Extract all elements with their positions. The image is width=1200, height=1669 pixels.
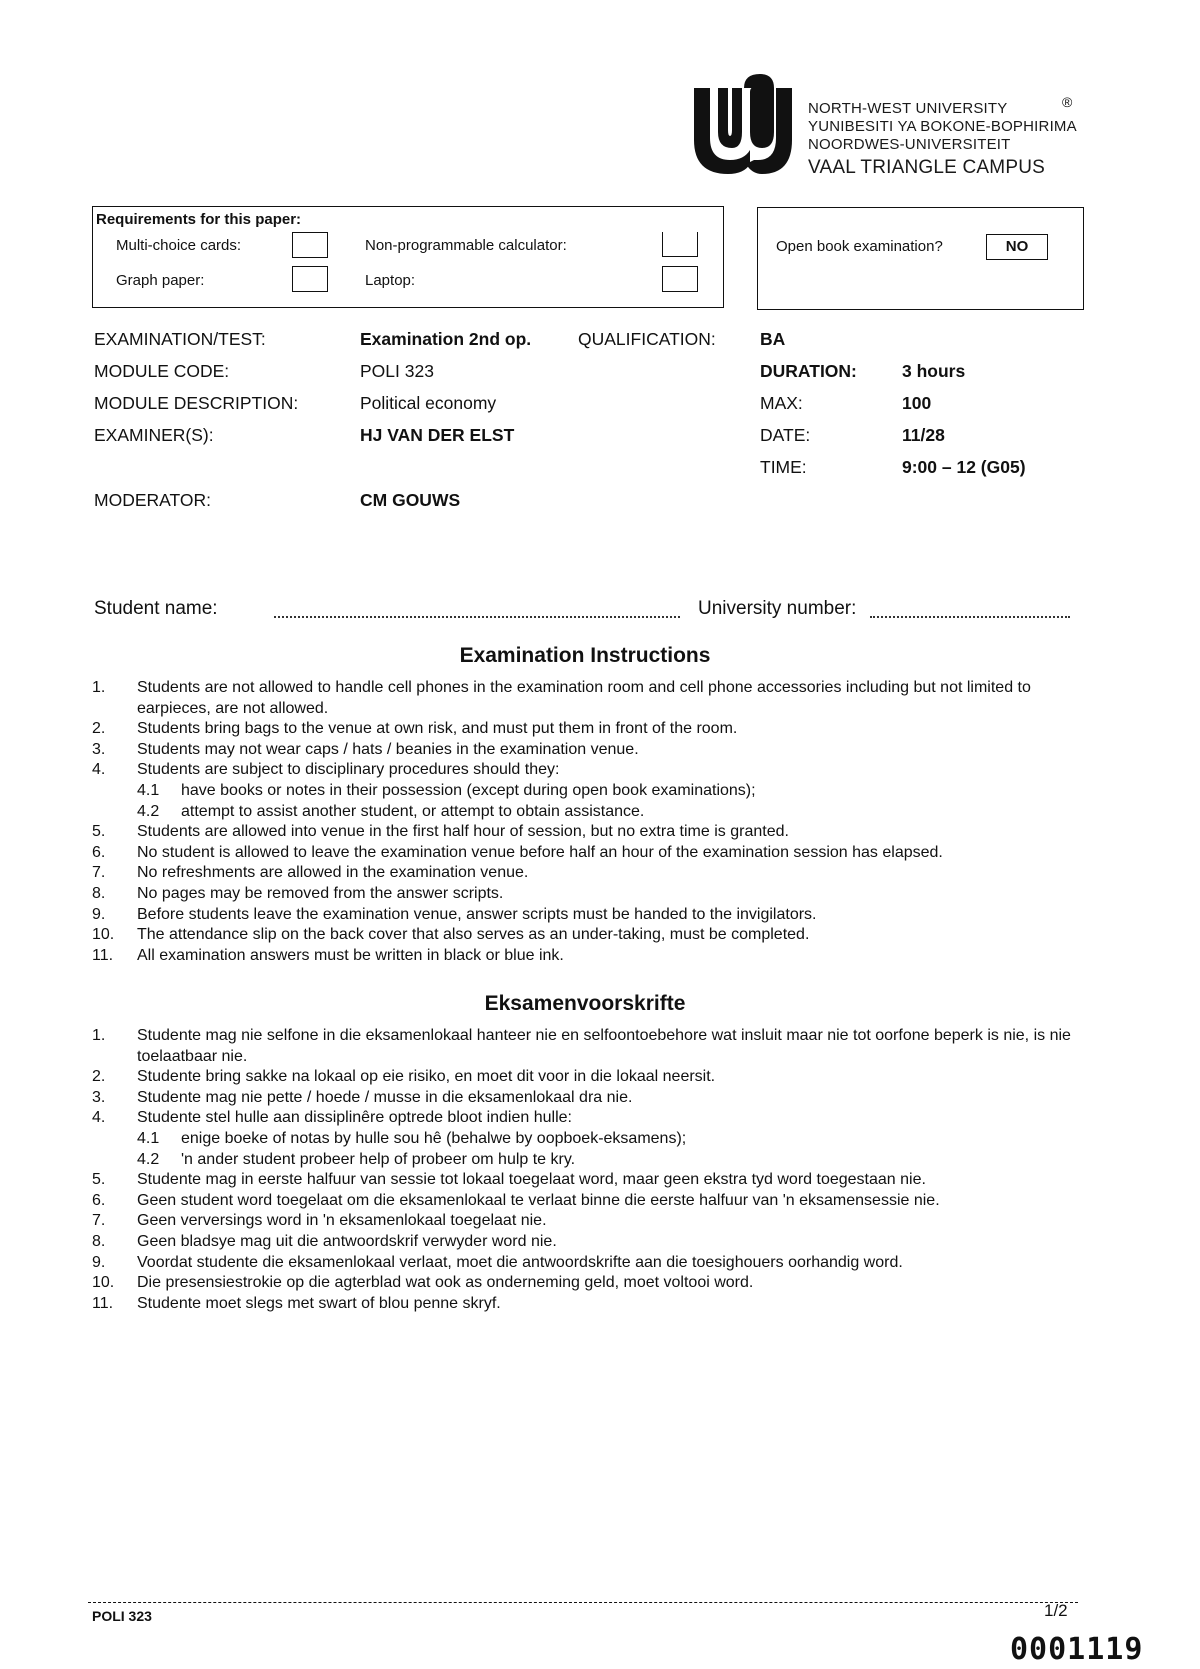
calculator-label: Non-programmable calculator: bbox=[365, 237, 567, 254]
list-item: 8. Geen bladsye mag uit die antwoordskrif verwyder word nie. bbox=[92, 1232, 557, 1250]
list-item: 3. Studente mag nie pette / hoede / musse in die eksamenlokaal dra nie. bbox=[92, 1088, 633, 1106]
list-item: 6. Geen student word toegelaat om die eksamenlokaal te verlaat binne die eerste halfuur van 'n eksamensessie nie. bbox=[92, 1191, 940, 1209]
footer-module-code: POLI 323 bbox=[92, 1608, 152, 1624]
multi-choice-label: Multi-choice cards: bbox=[116, 237, 242, 254]
list-item: 2. Students bring bags to the venue at own risk, and must put them in front of the room. bbox=[92, 720, 738, 738]
list-item: 5. Students are allowed into venue in the first half hour of session, but no extra time is granted. bbox=[92, 823, 789, 841]
list-item: 5. Studente mag in eerste halfuur van sessie tot lokaal toegelaat word, maar geen ekstra tyd word toegestaan nie. bbox=[92, 1171, 926, 1189]
date-value: 11/28 bbox=[902, 425, 945, 445]
instructions-title: Examination Instructions bbox=[459, 644, 711, 667]
list-item: 1. Students are not allowed to handle cell phones in the examination room and cell phone accessories including but not limited to earpieces, are not allowed. bbox=[92, 679, 1031, 717]
graph-paper-label: Graph paper: bbox=[116, 272, 205, 289]
exam-label: EXAMINATION/TEST: bbox=[94, 329, 266, 349]
serial-number: 0001119 bbox=[1010, 1632, 1144, 1667]
list-item: 1. Studente mag nie selfone in die eksamenlokaal hanteer nie en selfoontoebehore wat insluit maar nie tot oorfone beperk is nie, is nie toelaatbaar nie. bbox=[92, 1027, 1071, 1065]
list-item: 3. Students may not wear caps / hats / beanies in the examination venue. bbox=[92, 740, 639, 758]
moderator-label: MODERATOR: bbox=[94, 490, 211, 510]
university-number-field[interactable] bbox=[870, 612, 1070, 618]
module-code-value: POLI 323 bbox=[360, 361, 434, 381]
list-item: 2. Studente bring sakke na lokaal op eie risiko, en moet dit voor in die lokaal neersit. bbox=[92, 1068, 716, 1086]
moderator-value: CM GOUWS bbox=[360, 490, 461, 510]
page-number: 1/2 bbox=[1044, 1601, 1068, 1620]
footer-divider bbox=[88, 1602, 1078, 1603]
list-item: 10. Die presensiestrokie op die agterblad wat ook as onderneming geld, moet voltooi word. bbox=[92, 1274, 754, 1292]
time-value: 9:00 – 12 (G05) bbox=[902, 457, 1026, 477]
list-item: 9. Before students leave the examination venue, answer scripts must be handed to the invigilators. bbox=[92, 905, 817, 923]
university-name-line-3: NOORDWES-UNIVERSITEIT bbox=[808, 136, 1011, 153]
duration-value: 3 hours bbox=[902, 361, 966, 381]
list-sub-item: 4.2 attempt to assist another student, or attempt to obtain assistance. bbox=[137, 802, 645, 820]
time-label: TIME: bbox=[760, 457, 807, 477]
list-sub-item: 4.2 'n ander student probeer help of probeer om hulp te kry. bbox=[137, 1150, 576, 1168]
university-name-line-2: YUNIBESITI YA BOKONE-BOPHIRIMA bbox=[808, 118, 1077, 135]
qualification-label: QUALIFICATION: bbox=[578, 329, 716, 349]
list-item: 6. No student is allowed to leave the examination venue before half an hour of the examination session has elapsed. bbox=[92, 843, 943, 861]
module-description-value: Political economy bbox=[360, 393, 497, 413]
laptop-checkbox[interactable] bbox=[662, 266, 698, 292]
requirements-title: Requirements for this paper: bbox=[96, 211, 302, 228]
examiner-value: HJ VAN DER ELST bbox=[360, 425, 515, 445]
exam-value: Examination 2nd op. bbox=[360, 329, 532, 349]
list-item: 7. Geen verversings word in 'n eksamenlokaal toegelaat nie. bbox=[92, 1212, 547, 1230]
open-book-label: Open book examination? bbox=[776, 238, 943, 255]
calculator-checkbox[interactable] bbox=[662, 232, 698, 257]
afrikaans-instructions-list bbox=[92, 1026, 1092, 1314]
module-code-label: MODULE CODE: bbox=[94, 361, 230, 381]
graph-paper-checkbox[interactable] bbox=[292, 266, 328, 292]
list-item: 8. No pages may be removed from the answer scripts. bbox=[92, 884, 504, 902]
module-description-label: MODULE DESCRIPTION: bbox=[94, 393, 299, 413]
multi-choice-checkbox[interactable] bbox=[292, 232, 328, 258]
list-item: 4. Students are subject to disciplinary procedures should they: bbox=[92, 761, 560, 779]
qualification-value: BA bbox=[760, 329, 786, 349]
university-logo-icon bbox=[688, 70, 798, 182]
max-value: 100 bbox=[902, 393, 932, 413]
registered-mark: ® bbox=[1062, 94, 1073, 110]
campus-name: VAAL TRIANGLE CAMPUS bbox=[808, 157, 1045, 178]
student-name-label: Student name: bbox=[94, 598, 218, 619]
list-item: 11. Studente moet slegs met swart of blou penne skryf. bbox=[92, 1294, 501, 1312]
list-item: 10. The attendance slip on the back cover that also serves as an under-taking, must be completed. bbox=[92, 926, 810, 944]
university-number-label: University number: bbox=[698, 598, 857, 619]
list-item: 4. Studente stel hulle aan dissiplinêre optrede bloot indien hulle: bbox=[92, 1109, 572, 1127]
laptop-label: Laptop: bbox=[365, 272, 416, 289]
afrikaans-instructions-title: Eksamenvoorskrifte bbox=[484, 992, 686, 1015]
duration-label: DURATION: bbox=[760, 361, 857, 381]
open-book-value: NO bbox=[986, 234, 1048, 260]
list-item: 11. All examination answers must be written in black or blue ink. bbox=[92, 946, 564, 964]
instructions-list bbox=[92, 678, 1092, 966]
university-name bbox=[808, 100, 1077, 180]
max-label: MAX: bbox=[760, 393, 803, 413]
list-sub-item: 4.1 have books or notes in their possession (except during open book examinations); bbox=[137, 781, 756, 799]
list-item: 9. Voordat studente die eksamenlokaal verlaat, moet die antwoordskrifte aan die toesighouers oorhandig word. bbox=[92, 1253, 903, 1271]
date-label: DATE: bbox=[760, 425, 811, 445]
student-name-field[interactable] bbox=[274, 612, 680, 618]
list-sub-item: 4.1 enige boeke of notas by hulle sou hê (behalwe by oopboek-eksamens); bbox=[137, 1129, 687, 1147]
examiner-label: EXAMINER(S): bbox=[94, 425, 214, 445]
list-item: 7. No refreshments are allowed in the examination venue. bbox=[92, 864, 529, 882]
university-name-line-1: NORTH-WEST UNIVERSITY bbox=[808, 100, 1008, 117]
